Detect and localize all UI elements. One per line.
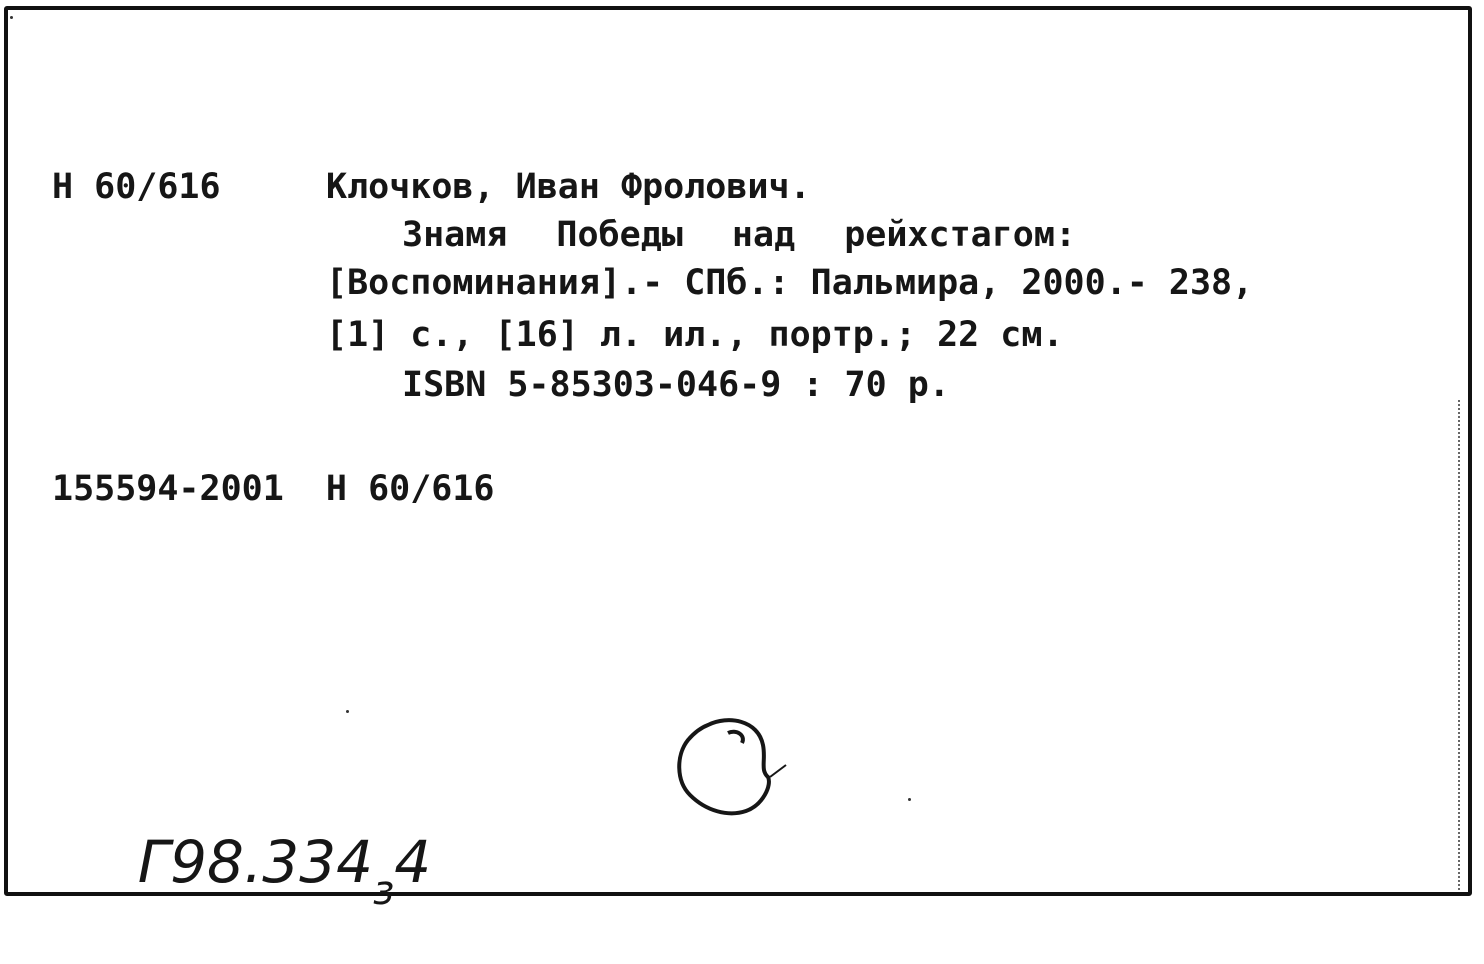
handwritten-code: Г98.334 — [137, 828, 374, 896]
handwritten-classification — [64, 760, 431, 964]
title-line: Знамя Победы над рейхстагом: — [402, 215, 1077, 255]
call-number: Н 60/616 — [52, 167, 221, 207]
imprint-line: [Воспоминания].- СПб.: Пальмира, 2000.- 238, — [326, 263, 1254, 303]
author-heading: Клочков, Иван Фролович. — [326, 167, 811, 207]
isbn-line: ISBN 5-85303-046-9 : 70 р. — [402, 365, 950, 405]
catalog-card — [4, 6, 1472, 914]
accession-line: 155594-2001 Н 60/616 — [52, 469, 495, 509]
edge-dots — [1458, 400, 1464, 890]
handwritten-subscript: з — [373, 868, 395, 914]
speck — [908, 798, 911, 801]
speck — [346, 710, 349, 713]
punch-hole-mark — [668, 715, 798, 825]
extent-line: [1] с., [16] л. ил., портр.; 22 см. — [326, 315, 1064, 355]
handwritten-tail: 4 — [394, 828, 432, 896]
speck — [10, 16, 13, 19]
